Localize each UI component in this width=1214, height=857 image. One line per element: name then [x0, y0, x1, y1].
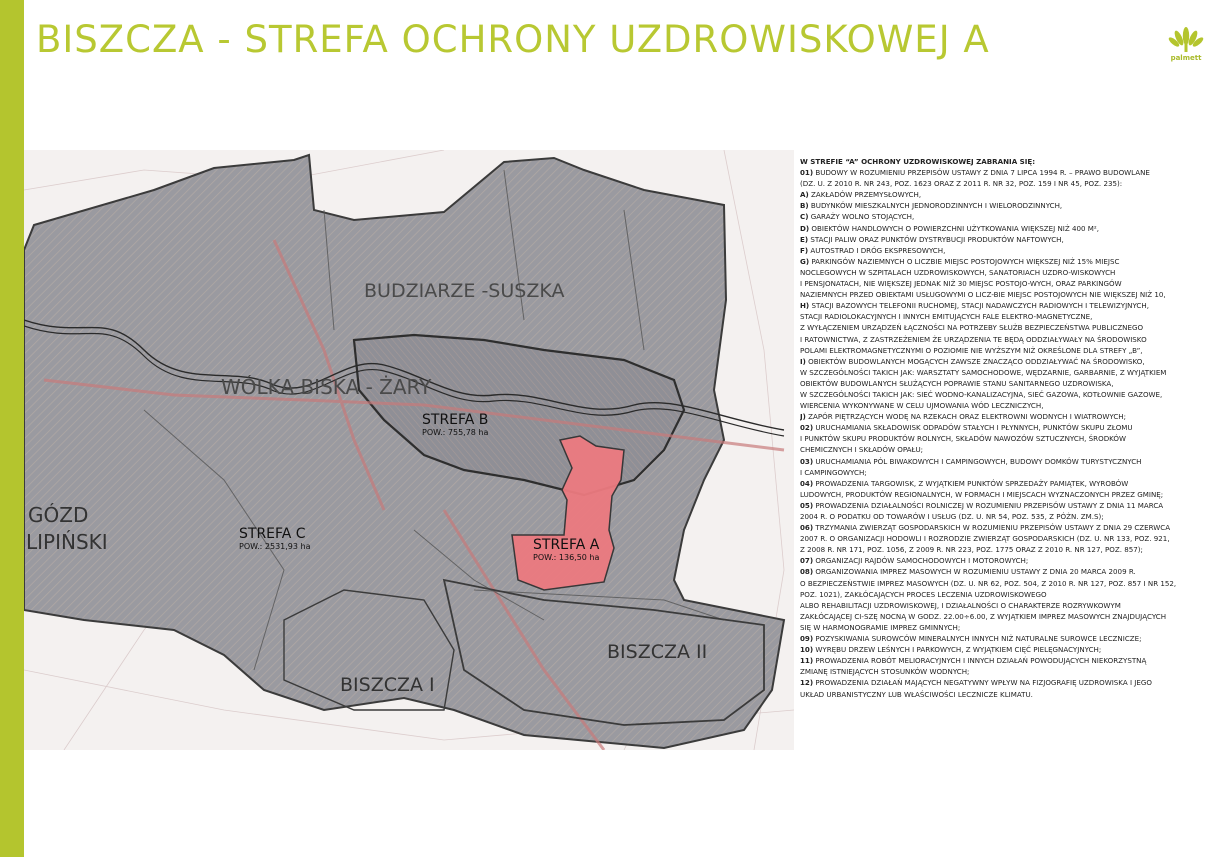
restriction-text: URUCHAMIANIA PÓL BIWAKOWYCH I CAMPINGOWYCH, BUDOWY DOMKÓW TURYSTYCZNYCH: [813, 456, 1142, 466]
restrictions-text: [800, 156, 1206, 700]
restriction-text: BUDOWY W ROZUMIENIU PRZEPISÓW USTAWY Z DNIA 7 LIPCA 1994 R. – PRAWO BUDOWLANE: [813, 168, 1150, 178]
zone-a-area: POW.: 136,50 ha: [533, 553, 600, 562]
restriction-text: PROWADZENIA ROBÓT MELIORACYJNYCH I INNYCH DZIAŁAŃ POWODUJĄCYCH NIEKORZYSTNĄ: [813, 656, 1147, 666]
place-label-biszcza-ii: BISZCZA II: [607, 641, 708, 663]
restriction-text: POZYSKIWANIA SUROWCÓW MINERALNYCH INNYCH NIŻ NATURALNE SUROWCE LECZNICZE;: [813, 634, 1142, 644]
restriction-marker: C): [800, 212, 809, 222]
restriction-text: Z WYŁĄCZENIEM URZĄDZEŃ ŁĄCZNOŚCI NA POTRZEBY SŁUŻB BEZPIECZEŃSTWA PUBLICZNEGO: [800, 323, 1144, 333]
restriction-line: [800, 511, 1206, 522]
restriction-text: ORGANIZOWANIA IMPREZ MASOWYCH W ROZUMIENIU USTAWY Z DNIA 20 MARCA 2009 R.: [813, 567, 1136, 577]
restriction-text: PARKINGÓW NAZIEMNYCH O LICZBIE MIEJSC POSTOJOWYCH WIĘKSZEJ NIŻ 15% MIEJSC: [809, 256, 1120, 266]
restriction-text: W SZCZEGÓLNOŚCI TAKICH JAK: WARSZTATY SAMOCHODOWE, WĘDZARNIE, GARBARNIE, Z WYJĄTKIEM: [800, 367, 1167, 377]
restriction-line: [800, 378, 1206, 389]
restriction-line: [800, 289, 1206, 300]
restriction-marker: E): [800, 234, 809, 244]
restriction-marker: D): [800, 223, 810, 233]
restriction-text: STACJI BAZOWYCH TELEFONII RUCHOMEJ, STACJI NADAWCZYCH RADIOWYCH I TELEWIZYJNYCH,: [809, 301, 1149, 311]
page-title: BISZCZA - STREFA OCHRONY UZDROWISKOWEJ A: [36, 18, 990, 61]
zone-b-label: [422, 412, 488, 437]
restriction-text: (DZ. U. Z 2010 R. NR 243, POZ. 1623 ORAZ Z 2011 R. NR 32, POZ. 159 I NR 45, POZ. 235):: [800, 179, 1123, 189]
restriction-line: [800, 422, 1206, 433]
restriction-marker: B): [800, 201, 809, 211]
restriction-text: NAZIEMNYCH PRZED OBIEKTAMI USŁUGOWYMI O LICZ-BIE MIEJSC POSTOJOWYCH NIE WIĘKSZEJ NIŻ 10,: [800, 290, 1166, 300]
restriction-text: PROWADZENIA DZIAŁAŃ MAJĄCYCH NEGATYWNY WPŁYW NA FIZJOGRAFIĘ UZDROWISKA I JEGO: [813, 678, 1152, 688]
restriction-marker: 01): [800, 168, 814, 178]
restriction-line: [800, 666, 1206, 677]
restriction-marker: 09): [800, 634, 814, 644]
restriction-line: [800, 200, 1206, 211]
restriction-line: [800, 611, 1206, 622]
restriction-line: [800, 456, 1206, 467]
place-label-wolka: WÓLKA BISKA - ŻARY: [221, 375, 432, 399]
zone-b-name: STREFA B: [422, 412, 489, 428]
restriction-line: [800, 367, 1206, 378]
restrictions-list: [800, 167, 1206, 700]
restriction-line: [800, 689, 1206, 700]
restriction-text: NOCLEGOWYCH W SZPITALACH UZDROWISKOWYCH, SANATORIACH UZDRO-WISKOWYCH: [800, 267, 1116, 277]
restriction-text: ALBO REHABILITACJI UZDROWISKOWEJ, I DZIAŁALNOŚCI O CHARAKTERZE ROZRYWKOWYM: [800, 600, 1121, 610]
restriction-line: [800, 444, 1206, 455]
restriction-line: [800, 600, 1206, 611]
restriction-marker: G): [800, 256, 810, 266]
restriction-line: [800, 178, 1206, 189]
restriction-line: [800, 544, 1206, 555]
restriction-marker: F): [800, 245, 809, 255]
restriction-line: [800, 655, 1206, 666]
restriction-text: PROWADZENIA DZIAŁALNOŚCI ROLNICZEJ W ROZUMIENIU PRZEPISÓW USTAWY Z DNIA 11 MARCA: [813, 500, 1164, 510]
restriction-marker: 07): [800, 556, 814, 566]
restriction-line: [800, 633, 1206, 644]
restriction-marker: 06): [800, 523, 814, 533]
restriction-text: ZAKŁADÓW PRZEMYSŁOWYCH,: [808, 190, 922, 200]
restriction-line: [800, 334, 1206, 345]
restriction-text: 2007 R. O ORGANIZACJI HODOWLI I ROZRODZIE ZWIERZĄT GOSPODARSKICH (DZ. U. NR 133, POZ. 921,: [800, 534, 1170, 544]
restriction-text: OBIEKTÓW BUDOWLANYCH MOGĄCYCH ZAWSZE ZNACZĄCO ODDZIAŁYWAĆ NA ŚRODOWISKO,: [805, 356, 1145, 366]
restriction-marker: 08): [800, 567, 814, 577]
zone-c-name: STREFA C: [239, 526, 306, 542]
restriction-line: [800, 189, 1206, 200]
restriction-text: POZ. 1021), ZAKŁÓCAJĄCYCH PROCES LECZENIA UZDROWISKOWEGO: [800, 589, 1047, 599]
restriction-text: BUDYNKÓW MIESZKALNYCH JEDNORODZINNYCH I WIELORODZINNYCH,: [808, 201, 1063, 211]
zone-c-area: POW.: 2531,93 ha: [239, 542, 311, 551]
restriction-text: SIĘ W HARMONOGRAMIE IMPREZ GMINNYCH;: [800, 622, 961, 632]
restriction-line: [800, 278, 1206, 289]
place-label-budziarze: BUDZIARZE -SUSZKA: [364, 280, 565, 302]
restriction-line: [800, 400, 1206, 411]
place-label-gozd: GÓZD: [28, 503, 89, 527]
logo-wordmark: palmett: [1170, 54, 1202, 62]
restriction-marker: 10): [800, 645, 814, 655]
restriction-line: [800, 411, 1206, 422]
restriction-text: ZMIANĘ ISTNIEJĄCYCH STOSUNKÓW WODNYCH;: [800, 667, 970, 677]
zone-map: [24, 150, 794, 750]
restriction-text: OBIEKTÓW HANDLOWYCH O POWIERZCHNI UŻYTKOWANIA WIĘKSZEJ NIŻ 400 M²,: [809, 223, 1099, 233]
zone-a-name: STREFA A: [533, 537, 600, 553]
restriction-text: POLAMI ELEKTROMAGNETYCZNYMI O POZIOMIE NIE WYŻSZYM NIŻ OKREŚLONE DLA STREFY „B”,: [800, 345, 1143, 355]
restriction-text: OBIEKTÓW BUDOWLANYCH SŁUŻĄCYCH POPRAWIE STANU SANITARNEGO UZDROWISKA,: [800, 378, 1114, 388]
restriction-line: [800, 478, 1206, 489]
restriction-text: STACJI RADIOLOKACYJNYCH I INNYCH EMITUJĄCYCH FALE ELEKTRO-MAGNETYCZNE,: [800, 312, 1093, 322]
restriction-marker: I): [800, 356, 806, 366]
restriction-marker: 03): [800, 456, 814, 466]
restriction-text: ZAKŁÓCAJĄCEJ CI-SZĘ NOCNĄ W GODZ. 22.00÷6.00, Z WYJĄTKIEM IMPREZ MASOWYCH ZNAJDUJĄCYCH: [800, 611, 1167, 621]
restriction-marker: 12): [800, 678, 814, 688]
restriction-text: PROWADZENIA TARGOWISK, Z WYJĄTKIEM PUNKTÓW SPRZEDAŻY PAMIĄTEK, WYROBÓW: [813, 478, 1129, 488]
restriction-text: UKŁAD URBANISTYCZNY LUB WŁAŚCIWOŚCI LECZNICZE KLIMATU.: [800, 689, 1033, 699]
restriction-line: [800, 500, 1206, 511]
restriction-line: [800, 677, 1206, 688]
restriction-text: AUTOSTRAD I DRÓG EKSPRESOWYCH,: [808, 245, 946, 255]
restriction-text: O BEZPIECZEŃSTWIE IMPREZ MASOWYCH (DZ. U. NR 62, POZ. 504, Z 2010 R. NR 127, POZ. 857 I NR 152,: [800, 578, 1177, 588]
restriction-text: GARAŻY WOLNO STOJĄCYCH,: [808, 212, 915, 222]
restriction-line: [800, 234, 1206, 245]
restriction-text: CHEMICZNYCH I SKŁADÓW OPAŁU;: [800, 445, 924, 455]
restriction-line: [800, 566, 1206, 577]
restriction-line: [800, 322, 1206, 333]
restriction-text: LUDOWYCH, PRODUKTÓW REGIONALNYCH, W FORMACH I MIEJSCACH WYZNACZONYCH PRZEZ GMINĘ;: [800, 489, 1164, 499]
restriction-text: 2004 R. O PODATKU OD TOWARÓW I USŁUG (DZ. U. NR 54, POZ. 535, Z PÓŹN. ZM.S);: [800, 512, 1104, 521]
restriction-text: I PENSJONATACH, NIE WIĘKSZEJ JEDNAK NIŻ 30 MIEJSC POSTOJO-WYCH, ORAZ PARKINGÓW: [800, 279, 1122, 289]
restriction-line: [800, 267, 1206, 278]
restriction-marker: A): [800, 190, 809, 200]
restriction-text: TRZYMANIA ZWIERZĄT GOSPODARSKICH W ROZUMIENIU PRZEPISÓW USTAWY Z DNIA 29 CZERWCA: [813, 523, 1171, 533]
restriction-line: [800, 578, 1206, 589]
restriction-line: [800, 644, 1206, 655]
restriction-text: WIERCENIA WYKONYWANE W CELU UJMOWANIA WÓD LECZNICZYCH,: [800, 401, 1044, 411]
restriction-text: ORGANIZACJI RAJDÓW SAMOCHODOWYCH I MOTOROWYCH;: [813, 556, 1029, 566]
restriction-marker: 05): [800, 500, 814, 510]
restriction-marker: 02): [800, 423, 814, 433]
restriction-line: [800, 555, 1206, 566]
place-label-lipinski: LIPIŃSKI: [26, 530, 108, 554]
restriction-marker: J): [800, 412, 806, 422]
accent-side-bar: [0, 0, 24, 857]
restriction-line: [800, 311, 1206, 322]
restriction-line: [800, 167, 1206, 178]
restriction-marker: H): [800, 301, 810, 311]
restriction-line: [800, 245, 1206, 256]
zone-a-label: [533, 537, 599, 562]
restriction-line: [800, 467, 1206, 478]
restriction-line: [800, 389, 1206, 400]
restriction-line: [800, 300, 1206, 311]
restriction-text: ZAPÓR PIĘTRZĄCYCH WODĘ NA RZEKACH ORAZ ELEKTROWNI WODNYCH I WIATROWYCH;: [805, 412, 1127, 422]
restriction-line: [800, 533, 1206, 544]
restriction-text: I CAMPINGOWYCH;: [800, 467, 867, 477]
palm-leaf-icon: [1166, 24, 1206, 54]
restriction-line: [800, 589, 1206, 600]
restriction-text: Z 2008 R. NR 171, POZ. 1056, Z 2009 R. NR 223, POZ. 1775 ORAZ Z 2010 R. NR 127, POZ. 857);: [800, 545, 1143, 555]
restriction-text: W SZCZEGÓLNOŚCI TAKICH JAK: SIEĆ WODNO-KANALIZACYJNA, SIEĆ GAZOWA, KOTŁOWNIE GAZOWE,: [800, 389, 1163, 399]
restriction-text: STACJI PALIW ORAZ PUNKTÓW DYSTRYBUCJI PRODUKTÓW NAFTOWYCH,: [808, 234, 1064, 244]
restriction-marker: 11): [800, 656, 814, 666]
restriction-line: [800, 522, 1206, 533]
restriction-text: I RATOWNICTWA, Z ZASTRZEŻENIEM ŻE URZĄDZENIA TE BĘDĄ ODDZIAŁYWAŁY NA ŚRODOWISKO: [800, 334, 1147, 344]
restriction-line: [800, 622, 1206, 633]
restriction-line: [800, 256, 1206, 267]
restriction-text: I PUNKTÓW SKUPU PRODUKTÓW ROLNYCH, SKŁADÓW NAWOZÓW SZTUCZNYCH, ŚRODKÓW: [800, 434, 1127, 444]
restriction-line: [800, 489, 1206, 500]
restriction-line: [800, 356, 1206, 367]
restriction-line: [800, 223, 1206, 234]
restriction-line: [800, 211, 1206, 222]
restriction-text: WYRĘBU DRZEW LEŚNYCH I PARKOWYCH, Z WYJĄTKIEM CIĘĆ PIELĘGNACYJNYCH;: [813, 645, 1102, 655]
brand-logo: [1166, 24, 1206, 66]
restrictions-heading: W STREFIE “A” OCHRONY UZDROWISKOWEJ ZABRANIA SIĘ:: [800, 157, 1036, 166]
restriction-line: [800, 433, 1206, 444]
place-label-biszcza-i: BISZCZA I: [340, 674, 435, 696]
restriction-line: [800, 345, 1206, 356]
zone-c-label: [239, 526, 311, 551]
zone-b-area: POW.: 755,78 ha: [422, 428, 489, 437]
restriction-text: URUCHAMIANIA SKŁADOWISK ODPADÓW STAŁYCH I PŁYNNYCH, PUNKTÓW SKUPU ZŁOMU: [813, 423, 1133, 433]
restriction-marker: 04): [800, 478, 814, 488]
